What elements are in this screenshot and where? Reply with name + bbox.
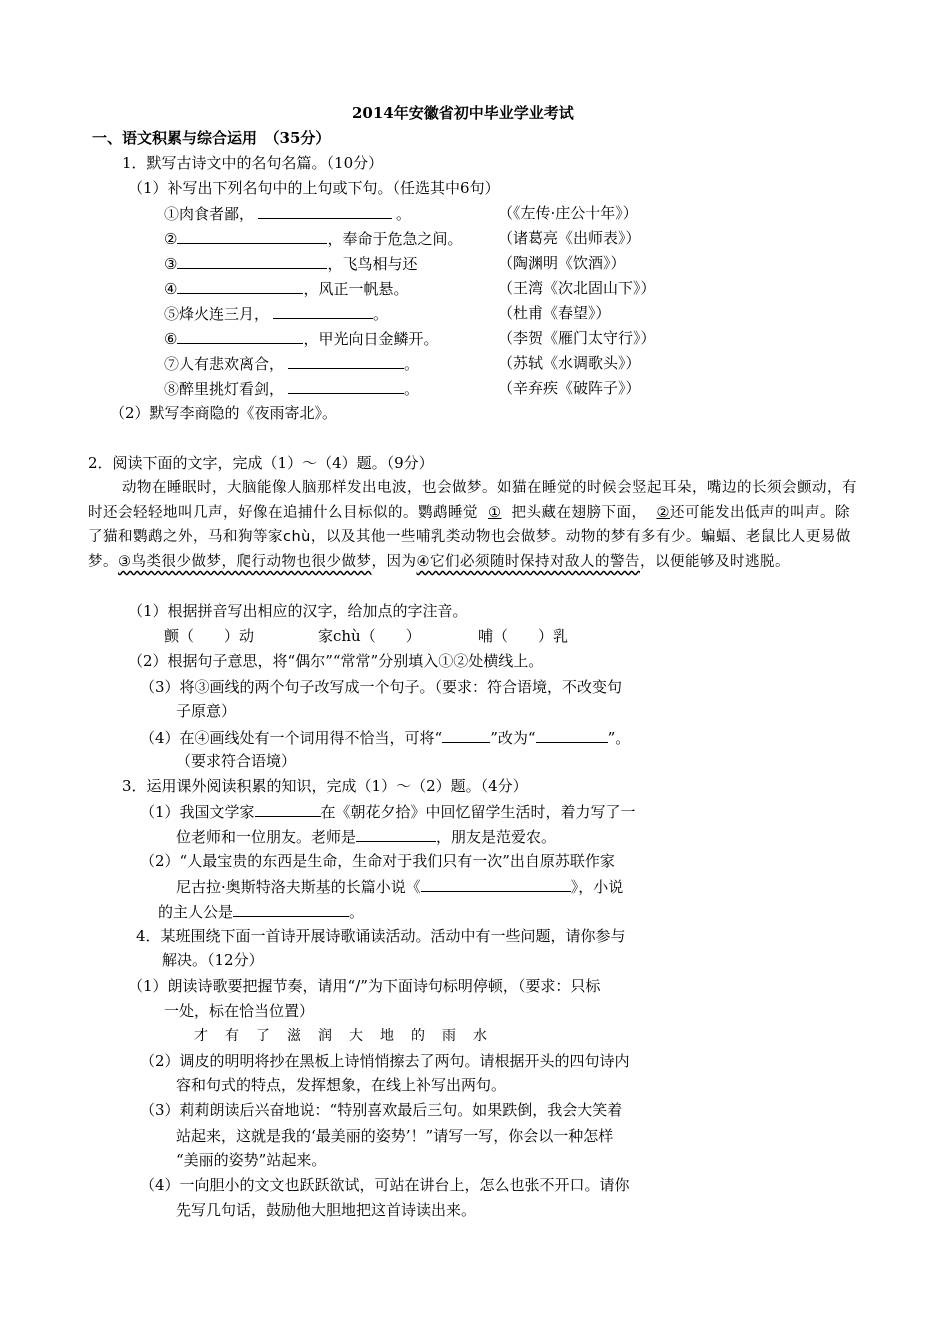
answer-blank[interactable] xyxy=(258,203,392,219)
q2-s3b: 子原意） xyxy=(176,702,237,720)
q4-s2b: 容和句式的特点，发挥想象，在线上补写出两句。 xyxy=(176,1076,507,1094)
q3-s2a: （2）“人最宝贵的东西是生命，生命对于我们只有一次”出自原苏联作家 xyxy=(140,852,615,870)
q1-item-7-source: （苏轼《水调歌头》） xyxy=(498,354,641,372)
q3-s1b-pre: 位老师和一位朋友。老师是 xyxy=(176,828,357,846)
q3-s2b-post: 》，小说 xyxy=(570,878,624,896)
q2-stem: 2．阅读下面的文字，完成（1）～（4）题。（9分） xyxy=(88,454,434,472)
q1-sub1: （1）补写出下列名句中的上句或下句。（任选其中6句） xyxy=(128,179,500,197)
answer-blank[interactable] xyxy=(177,253,327,269)
item-post: ，甲光向日金鳞开。 xyxy=(303,330,439,348)
passage-text: 还可能发出低声的叫声。除了猫和鹦鹉之外，马和狗等家chù，以及其他一些哺乳类动物也会做梦。动物的梦有多有少。蝙蝠、老鼠比人更易做梦。 xyxy=(88,504,851,571)
item-post: 。 xyxy=(404,355,420,373)
wavy-underline-3: ③鸟类很少做梦，爬行动物也很少做梦 xyxy=(118,554,372,571)
answer-blank[interactable] xyxy=(288,378,404,394)
q1-item-2 xyxy=(164,228,462,248)
q3-s2c-pre: 的主人公是 xyxy=(158,903,234,921)
q4-stem-a: 4．某班围绕下面一首诗开展诗歌诵读活动。活动中有一些问题，请你参与 xyxy=(136,927,626,945)
passage-text: 动物在睡眠时，大脑能像人脑那样发出电波，也会做梦。如猫在睡觉的时候会竖起耳朵，嘴边的长须会颤动，有时还会轻轻地叫几声，好像在追捕什么目标似的。鹦鹉睡觉 xyxy=(88,480,857,521)
item-post: 。 xyxy=(373,305,389,323)
q1-item-3-source: （陶渊明《饮酒》） xyxy=(498,254,626,272)
q4-s4b: 先写几句话，鼓励他大胆地把这首诗读出来。 xyxy=(176,1201,477,1219)
q1-item-2-source: （诸葛亮《出师表》） xyxy=(498,229,641,247)
q3-stem: 3．运用课外阅读积累的知识，完成（1）～（2）题。（4分） xyxy=(122,777,528,795)
q4-s1a: （1）朗读诗歌要把握节奏，请用“/”为下面诗句标明停顿，（要求：只标 xyxy=(128,977,601,995)
q3-s1a xyxy=(140,801,636,821)
q1-item-3 xyxy=(164,253,417,273)
item-pre: ⑤烽火连三月， xyxy=(164,305,270,323)
q3-s2c xyxy=(158,901,364,921)
q4-s1b: 一处，标在恰当位置） xyxy=(164,1002,315,1020)
answer-blank[interactable] xyxy=(177,228,327,244)
item-post: ，奉命于危急之间。 xyxy=(327,230,463,248)
item-pre: ⑧醉里挑灯看剑， xyxy=(164,380,285,398)
answer-blank[interactable] xyxy=(536,727,608,743)
passage-text: ，因为 xyxy=(371,554,417,571)
q1-item-6-source: （李贺《雁门太守行》） xyxy=(498,329,656,347)
q2-s4b: （要求符合语境） xyxy=(176,752,297,770)
answer-blank[interactable] xyxy=(273,303,373,319)
answer-blank[interactable] xyxy=(442,727,490,743)
answer-blank[interactable] xyxy=(233,901,349,917)
item-pre: ② xyxy=(164,230,178,248)
q1-stem: 1．默写古诗文中的名句名篇。（10分） xyxy=(122,154,384,172)
q3-s1a-pre: （1）我国文学家 xyxy=(140,803,255,821)
item-pre: ⑦人有悲欢离合， xyxy=(164,355,285,373)
q1-item-6 xyxy=(164,328,438,348)
q3-s1a-post: 在《朝花夕拾》中回忆留学生活时，着力写了一 xyxy=(320,803,636,821)
q1-item-7 xyxy=(164,353,419,373)
item-post: ，飞鸟相与还 xyxy=(327,255,418,273)
poem-line: 才有了滋润大地的雨水 xyxy=(194,1028,504,1044)
item-pre: ③ xyxy=(164,255,178,273)
passage-text: ，以便能够及时逃脱。 xyxy=(640,554,790,571)
q1-item-4 xyxy=(164,278,408,298)
answer-blank[interactable] xyxy=(177,278,303,294)
q1-item-1-source: （《左传·庄公十年》） xyxy=(498,204,638,222)
answer-blank[interactable] xyxy=(421,876,571,892)
q4-s2a: （2）调皮的明明将抄在黑板上诗悄悄擦去了两句。请根据开头的四句诗内 xyxy=(140,1052,630,1070)
q3-s1b xyxy=(176,826,556,846)
q2-s4-mid: ”改为“ xyxy=(490,729,536,747)
item-pre: ①肉食者鄙， xyxy=(164,205,255,223)
q2-s1: （1）根据拼音写出相应的汉字，给加点的字注音。 xyxy=(128,602,468,620)
q4-s3a: （3）莉莉朗读后兴奋地说：“特别喜欢最后三句。如果跌倒，我会大笑着 xyxy=(140,1101,623,1119)
q1-item-1 xyxy=(164,203,411,223)
item-post: 。 xyxy=(404,380,420,398)
q1-item-5 xyxy=(164,303,388,323)
q4-s3b: 站起来，这就是我的‘最美丽的姿势’！”请写一写，你会以一种怎样 xyxy=(176,1127,614,1145)
item-pre: ⑥ xyxy=(164,330,178,348)
answer-blank[interactable] xyxy=(255,801,321,817)
passage-text: 把头藏在翅膀下面， xyxy=(511,504,647,521)
q1-item-4-source: （王湾《次北固山下》） xyxy=(498,279,656,297)
q3-s2c-post: 。 xyxy=(349,903,365,921)
q4-s4a: （4）一向胆小的文文也跃跃欲试，可站在讲台上，怎么也张不开口。请你 xyxy=(140,1176,630,1194)
q3-s2b-pre: 尼古拉·奥斯特洛夫斯基的长篇小说《 xyxy=(176,878,421,896)
q2-s3a: （3）将③画线的两个句子改写成一个句子。（要求：符合语境，不改变句 xyxy=(140,678,623,696)
q1-item-5-source: （杜甫《春望》） xyxy=(498,304,611,322)
q2-s1a: 颤（ ）动 xyxy=(164,627,255,645)
section-heading: 一、语文积累与综合运用 （35分） xyxy=(92,129,331,147)
q4-s3c: “美丽的姿势”站起来。 xyxy=(176,1151,327,1169)
item-post: 。 xyxy=(396,205,412,223)
q1-item-8-source: （辛弃疾《破阵子》） xyxy=(498,379,641,397)
item-post: ，风正一帆悬。 xyxy=(303,280,409,298)
q1-item-8 xyxy=(164,378,419,398)
wavy-underline-4: ④它们必须随时保持对敌人的警告 xyxy=(416,554,640,571)
answer-blank[interactable] xyxy=(177,328,303,344)
page-title: 2014年安徽省初中毕业学业考试 xyxy=(352,104,574,122)
q2-s4-end: ”。 xyxy=(607,729,631,747)
answer-blank[interactable] xyxy=(356,826,436,842)
q3-s1b-post: ，朋友是范爱农。 xyxy=(436,828,557,846)
q2-s1c: 哺（ ）乳 xyxy=(478,627,569,645)
blank-marker-2: ② xyxy=(656,504,670,521)
item-pre: ④ xyxy=(164,280,178,298)
q2-s4-text: （4）在④画线处有一个词用得不恰当，可将“ xyxy=(140,729,443,747)
answer-blank[interactable] xyxy=(288,353,404,369)
q3-s2b xyxy=(176,876,623,896)
q2-passage xyxy=(88,476,860,575)
q4-stem-b: 解决。（12分） xyxy=(162,951,264,969)
q2-s2: （2）根据句子意思，将“偶尔”“常常”分别填入①②处横线上。 xyxy=(128,652,544,670)
q2-s4a xyxy=(140,727,630,747)
blank-marker-1: ① xyxy=(488,504,502,521)
q2-s1b: 家chù（ ） xyxy=(318,627,421,645)
q1-sub2: （2）默写李商隐的《夜雨寄北》。 xyxy=(110,404,338,422)
